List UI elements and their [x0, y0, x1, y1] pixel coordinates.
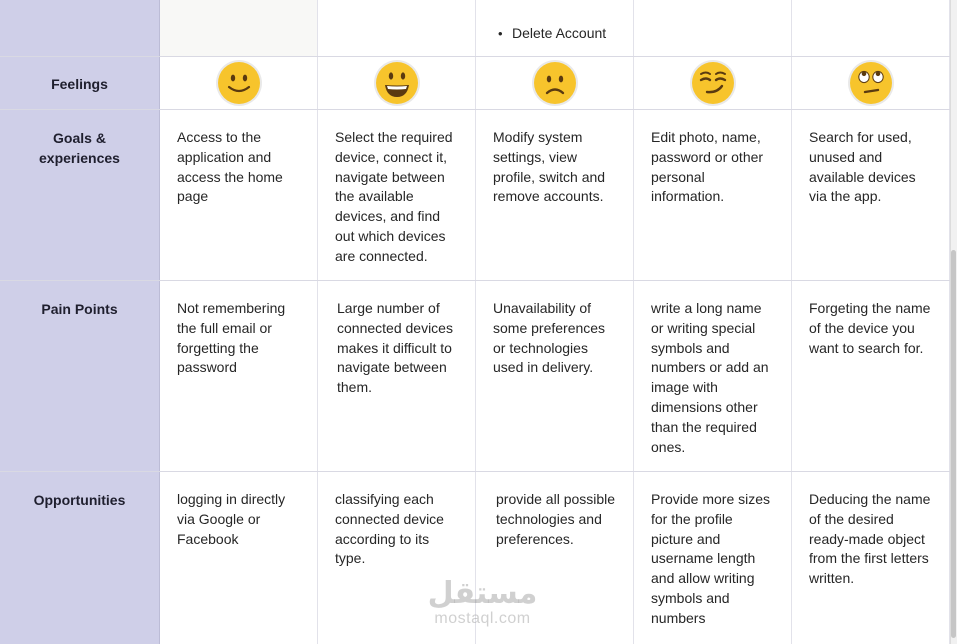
pain-points-cell-3: Unavailability of some preferences or technologies used in delivery. [476, 281, 634, 471]
row-label-empty [0, 0, 160, 56]
watermark-logo [415, 578, 550, 634]
pain-points-cell-5: Forgeting the name of the device you want to search for. [792, 281, 950, 471]
opportunities-cell-3: provide all possible technologies and preferences. [476, 472, 634, 644]
frowning-emoji-icon [531, 59, 579, 107]
actions-cell-5 [792, 0, 950, 56]
slight-smile-emoji-icon [215, 59, 263, 107]
watermark-arabic: مستقل [427, 576, 538, 611]
feelings-cell-4 [634, 57, 792, 109]
eye-roll-emoji-icon [847, 59, 895, 107]
feelings-cell-2 [318, 57, 476, 109]
opportunities-cell-1: logging in directly via Google or Facebook [160, 472, 318, 644]
scrollbar-thumb[interactable] [951, 250, 956, 638]
feelings-row [0, 57, 950, 110]
goals-cell-2: Select the required device, connect it, navigate between the available devices, and find out which devices are connected. [318, 110, 476, 280]
row-label-feelings: Feelings [0, 57, 160, 109]
opportunities-cell-2: classifying each connected device according to its type. [318, 472, 476, 644]
smirking-emoji-icon [689, 59, 737, 107]
pain-points-cell-2: Large number of connected devices makes it difficult to navigate between them. [318, 281, 476, 471]
feelings-cell-1 [160, 57, 318, 109]
actions-row [0, 0, 950, 57]
list-item: • Delete Account [498, 24, 633, 44]
feelings-cell-3 [476, 57, 634, 109]
pain-points-cell-4: write a long name or writing special symbols and numbers or add an image with dimensions other than the required ones. [634, 281, 792, 471]
goals-row [0, 110, 950, 281]
row-label-goals: Goals & experiences [0, 110, 160, 280]
row-label-pain-points: Pain Points [0, 281, 160, 471]
actions-cell-1 [160, 0, 318, 56]
actions-cell-4 [634, 0, 792, 56]
goals-cell-5: Search for used, unused and available devices via the app. [792, 110, 950, 280]
row-label-opportunities: Opportunities [0, 472, 160, 644]
pain-points-row [0, 281, 950, 472]
watermark-latin: mostaql.com [434, 610, 531, 627]
actions-list [476, 0, 633, 44]
opportunities-cell-4: Provide more sizes for the profile picture and username length and allow writing symbols and numbers [634, 472, 792, 644]
pain-points-cell-1: Not remembering the full email or forgetting the password [160, 281, 318, 471]
goals-cell-3: Modify system settings, view profile, switch and remove accounts. [476, 110, 634, 280]
actions-cell-3 [476, 0, 634, 56]
opportunities-cell-5: Deducing the name of the desired ready-made object from the first letters written. [792, 472, 950, 644]
goals-cell-1: Access to the application and access the home page [160, 110, 318, 280]
goals-cell-4: Edit photo, name, password or other personal information. [634, 110, 792, 280]
actions-cell-2 [318, 0, 476, 56]
feelings-cell-5 [792, 57, 950, 109]
grinning-emoji-icon [373, 59, 421, 107]
